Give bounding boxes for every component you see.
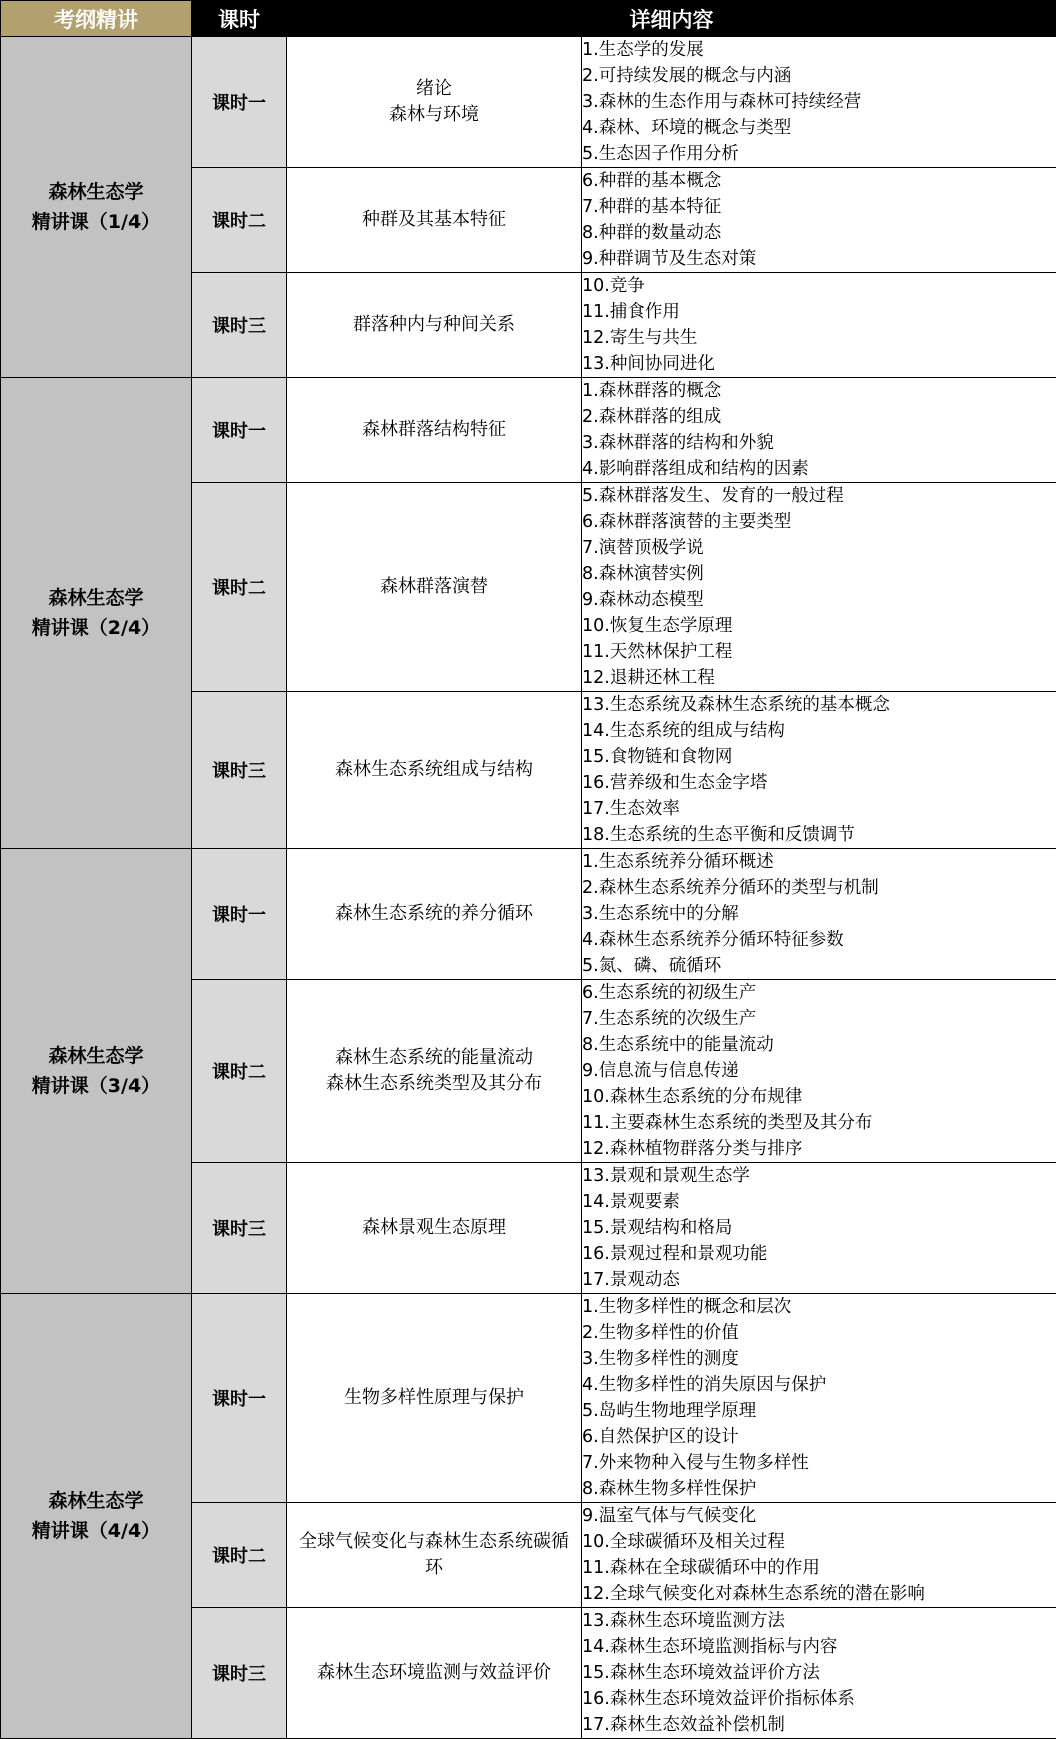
lesson-details [582, 692, 1056, 849]
detail-item: 3.森林群落的结构和外貌 [582, 430, 1056, 456]
course-name-line: 精讲课（4/4） [1, 1516, 191, 1546]
detail-item: 6.生态系统的初级生产 [582, 980, 1056, 1006]
detail-item: 7.种群的基本特征 [582, 194, 1056, 220]
lesson-label: 课时二 [192, 168, 287, 273]
topic-line: 绪论 [287, 76, 581, 102]
topic-line: 群落种内与种间关系 [287, 312, 581, 338]
detail-item: 11.捕食作用 [582, 299, 1056, 325]
lesson-topic [287, 168, 582, 273]
detail-item: 8.森林生物多样性保护 [582, 1476, 1056, 1502]
detail-item: 10.全球碳循环及相关过程 [582, 1529, 1056, 1555]
course-name-line: 精讲课（3/4） [1, 1071, 191, 1101]
detail-item: 1.生态学的发展 [582, 37, 1056, 63]
course-name [1, 378, 192, 849]
topic-line: 全球气候变化与森林生态系统碳循 [287, 1529, 581, 1555]
topic-line: 森林生态系统的能量流动 [287, 1045, 581, 1071]
lesson-details [582, 1503, 1056, 1608]
detail-item: 4.影响群落组成和结构的因素 [582, 456, 1056, 482]
detail-item: 10.恢复生态学原理 [582, 613, 1056, 639]
lesson-details [582, 168, 1056, 273]
detail-item: 17.森林生态效益补偿机制 [582, 1712, 1056, 1738]
syllabus-body [1, 37, 1056, 1739]
topic-line: 森林生态系统类型及其分布 [287, 1071, 581, 1097]
course-name-line: 森林生态学 [1, 1486, 191, 1516]
detail-item: 8.森林演替实例 [582, 561, 1056, 587]
detail-item: 10.森林生态系统的分布规律 [582, 1084, 1056, 1110]
lesson-label: 课时三 [192, 1608, 287, 1739]
topic-line: 森林群落演替 [287, 574, 581, 600]
detail-item: 9.种群调节及生态对策 [582, 246, 1056, 272]
detail-item: 3.生物多样性的测度 [582, 1346, 1056, 1372]
lesson-topic [287, 1503, 582, 1608]
lesson-topic [287, 37, 582, 168]
detail-item: 2.森林群落的组成 [582, 404, 1056, 430]
topic-line: 森林与环境 [287, 102, 581, 128]
topic-line: 种群及其基本特征 [287, 207, 581, 233]
detail-item: 17.生态效率 [582, 796, 1056, 822]
detail-item: 6.种群的基本概念 [582, 168, 1056, 194]
detail-item: 7.演替顶极学说 [582, 535, 1056, 561]
lesson-details [582, 980, 1056, 1163]
detail-item: 12.全球气候变化对森林生态系统的潜在影响 [582, 1581, 1056, 1607]
detail-item: 3.森林的生态作用与森林可持续经营 [582, 89, 1056, 115]
lesson-topic [287, 849, 582, 980]
detail-item: 5.氮、磷、硫循环 [582, 953, 1056, 979]
detail-item: 9.温室气体与气候变化 [582, 1503, 1056, 1529]
detail-item: 13.种间协同进化 [582, 351, 1056, 377]
detail-item: 13.森林生态环境监测方法 [582, 1608, 1056, 1634]
detail-item: 13.生态系统及森林生态系统的基本概念 [582, 692, 1056, 718]
detail-item: 8.生态系统中的能量流动 [582, 1032, 1056, 1058]
detail-item: 18.生态系统的生态平衡和反馈调节 [582, 822, 1056, 848]
lesson-label: 课时一 [192, 37, 287, 168]
detail-item: 5.生态因子作用分析 [582, 141, 1056, 167]
lesson-label: 课时一 [192, 1294, 287, 1503]
lesson-row [1, 849, 1056, 980]
detail-item: 9.森林动态模型 [582, 587, 1056, 613]
lesson-details [582, 1163, 1056, 1294]
course-name-line: 森林生态学 [1, 1041, 191, 1071]
topic-line: 森林生态系统的养分循环 [287, 901, 581, 927]
course-name-line: 精讲课（2/4） [1, 613, 191, 643]
lesson-topic [287, 1608, 582, 1739]
lesson-label: 课时三 [192, 273, 287, 378]
lesson-details [582, 37, 1056, 168]
detail-item: 1.生物多样性的概念和层次 [582, 1294, 1056, 1320]
lesson-topic [287, 1163, 582, 1294]
lesson-label: 课时三 [192, 692, 287, 849]
detail-item: 14.景观要素 [582, 1189, 1056, 1215]
detail-item: 11.主要森林生态系统的类型及其分布 [582, 1110, 1056, 1136]
header-lesson: 课时 [192, 1, 287, 37]
lesson-topic [287, 483, 582, 692]
detail-item: 5.岛屿生物地理学原理 [582, 1398, 1056, 1424]
course-name [1, 849, 192, 1294]
header-course: 考纲精讲 [1, 1, 192, 37]
detail-item: 7.外来物种入侵与生物多样性 [582, 1450, 1056, 1476]
detail-item: 5.森林群落发生、发育的一般过程 [582, 483, 1056, 509]
detail-item: 2.森林生态系统养分循环的类型与机制 [582, 875, 1056, 901]
lesson-row [1, 378, 1056, 483]
lesson-topic [287, 273, 582, 378]
lesson-label: 课时二 [192, 1503, 287, 1608]
detail-item: 10.竞争 [582, 273, 1056, 299]
detail-item: 4.生物多样性的消失原因与保护 [582, 1372, 1056, 1398]
course-name-line: 精讲课（1/4） [1, 207, 191, 237]
lesson-label: 课时一 [192, 849, 287, 980]
detail-item: 15.景观结构和格局 [582, 1215, 1056, 1241]
detail-item: 2.生物多样性的价值 [582, 1320, 1056, 1346]
detail-item: 1.森林群落的概念 [582, 378, 1056, 404]
lesson-details [582, 849, 1056, 980]
lesson-label: 课时一 [192, 378, 287, 483]
lesson-label: 课时二 [192, 483, 287, 692]
lesson-row [1, 1294, 1056, 1503]
topic-line: 森林生态环境监测与效益评价 [287, 1660, 581, 1686]
detail-item: 6.自然保护区的设计 [582, 1424, 1056, 1450]
detail-item: 16.景观过程和景观功能 [582, 1241, 1056, 1267]
lesson-row [1, 37, 1056, 168]
detail-item: 17.景观动态 [582, 1267, 1056, 1293]
course-name-line: 森林生态学 [1, 583, 191, 613]
detail-item: 14.生态系统的组成与结构 [582, 718, 1056, 744]
detail-item: 16.森林生态环境效益评价指标体系 [582, 1686, 1056, 1712]
detail-item: 15.森林生态环境效益评价方法 [582, 1660, 1056, 1686]
lesson-topic [287, 378, 582, 483]
lesson-label: 课时二 [192, 980, 287, 1163]
course-name [1, 37, 192, 378]
lesson-details [582, 483, 1056, 692]
detail-item: 8.种群的数量动态 [582, 220, 1056, 246]
detail-item: 11.天然林保护工程 [582, 639, 1056, 665]
detail-item: 2.可持续发展的概念与内涵 [582, 63, 1056, 89]
topic-line: 森林景观生态原理 [287, 1215, 581, 1241]
lesson-label: 课时三 [192, 1163, 287, 1294]
lesson-topic [287, 1294, 582, 1503]
detail-item: 12.退耕还林工程 [582, 665, 1056, 691]
detail-item: 6.森林群落演替的主要类型 [582, 509, 1056, 535]
course-name [1, 1294, 192, 1739]
detail-item: 12.寄生与共生 [582, 325, 1056, 351]
lesson-topic [287, 980, 582, 1163]
topic-line: 森林群落结构特征 [287, 417, 581, 443]
detail-item: 13.景观和景观生态学 [582, 1163, 1056, 1189]
detail-item: 4.森林、环境的概念与类型 [582, 115, 1056, 141]
lesson-details [582, 1608, 1056, 1739]
detail-item: 14.森林生态环境监测指标与内容 [582, 1634, 1056, 1660]
detail-item: 15.食物链和食物网 [582, 744, 1056, 770]
detail-item: 9.信息流与信息传递 [582, 1058, 1056, 1084]
topic-line: 生物多样性原理与保护 [287, 1385, 581, 1411]
header-content: 详细内容 [287, 1, 1056, 37]
lesson-details [582, 378, 1056, 483]
topic-line: 森林生态系统组成与结构 [287, 757, 581, 783]
lesson-details [582, 273, 1056, 378]
detail-item: 16.营养级和生态金字塔 [582, 770, 1056, 796]
detail-item: 11.森林在全球碳循环中的作用 [582, 1555, 1056, 1581]
header-row [1, 1, 1056, 37]
detail-item: 3.生态系统中的分解 [582, 901, 1056, 927]
detail-item: 7.生态系统的次级生产 [582, 1006, 1056, 1032]
lesson-details [582, 1294, 1056, 1503]
lesson-topic [287, 692, 582, 849]
topic-line: 环 [287, 1555, 581, 1581]
detail-item: 12.森林植物群落分类与排序 [582, 1136, 1056, 1162]
course-name-line: 森林生态学 [1, 177, 191, 207]
detail-item: 1.生态系统养分循环概述 [582, 849, 1056, 875]
detail-item: 4.森林生态系统养分循环特征参数 [582, 927, 1056, 953]
